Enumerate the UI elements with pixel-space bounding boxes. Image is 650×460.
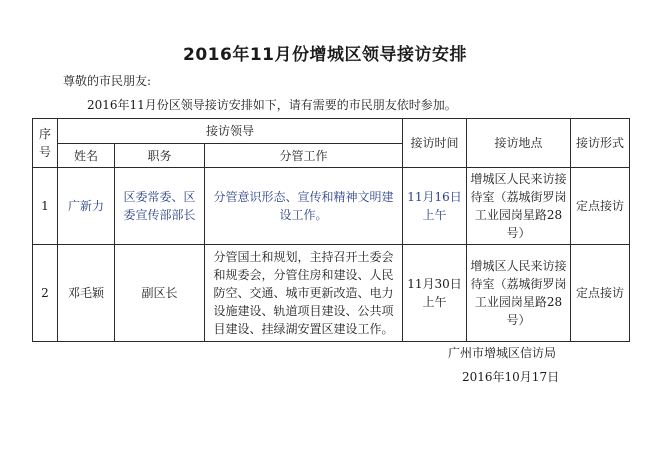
row-name: 邓毛颖 [58, 245, 115, 342]
row-format: 定点接访 [571, 245, 630, 342]
header-seq: 序号 [33, 119, 58, 168]
intro-paragraph: 2016年11月份区领导接访安排如下，请有需要的市民朋友依时参加。 [87, 98, 457, 112]
row-duties: 分管意识形态、宣传和精神文明建设工作。 [205, 168, 403, 245]
header-format: 接访形式 [571, 119, 630, 168]
row-location: 增城区人民来访接待室（荔城街罗岗工业园岗星路28号） [467, 168, 571, 245]
header-position: 职务 [115, 144, 205, 168]
table-row [33, 168, 630, 245]
row-name: 广新力 [58, 168, 115, 245]
issuer-signature: 广州市增城区信访局 [448, 346, 557, 360]
header-leader-group: 接访领导 [58, 119, 403, 144]
row-time: 11月30日上午 [403, 245, 467, 342]
table-row [33, 245, 630, 342]
row-seq: 1 [33, 168, 58, 245]
schedule-table [32, 118, 630, 342]
issue-date: 2016年10月17日 [462, 370, 560, 384]
row-position: 副区长 [115, 245, 205, 342]
row-duties: 分管国土和规划，主持召开土委会和规委会，分管住房和建设、人民防空、交通、城市更新改造、电力设施建设、轨道项目建设、公共项目建设、挂绿湖安置区建设工作。 [205, 245, 403, 342]
row-location: 增城区人民来访接待室（荔城街罗岗工业园岗星路28号） [467, 245, 571, 342]
row-seq: 2 [33, 245, 58, 342]
row-format: 定点接访 [571, 168, 630, 245]
row-position: 区委常委、区委宣传部部长 [115, 168, 205, 245]
header-location: 接访地点 [467, 119, 571, 168]
header-time: 接访时间 [403, 119, 467, 168]
greeting: 尊敬的市民朋友: [63, 74, 152, 88]
header-row-top [33, 119, 630, 144]
header-duties: 分管工作 [205, 144, 403, 168]
header-name: 姓名 [58, 144, 115, 168]
row-time: 11月16日上午 [403, 168, 467, 245]
document-title: 2016年11月份增城区领导接访安排 [183, 45, 467, 65]
